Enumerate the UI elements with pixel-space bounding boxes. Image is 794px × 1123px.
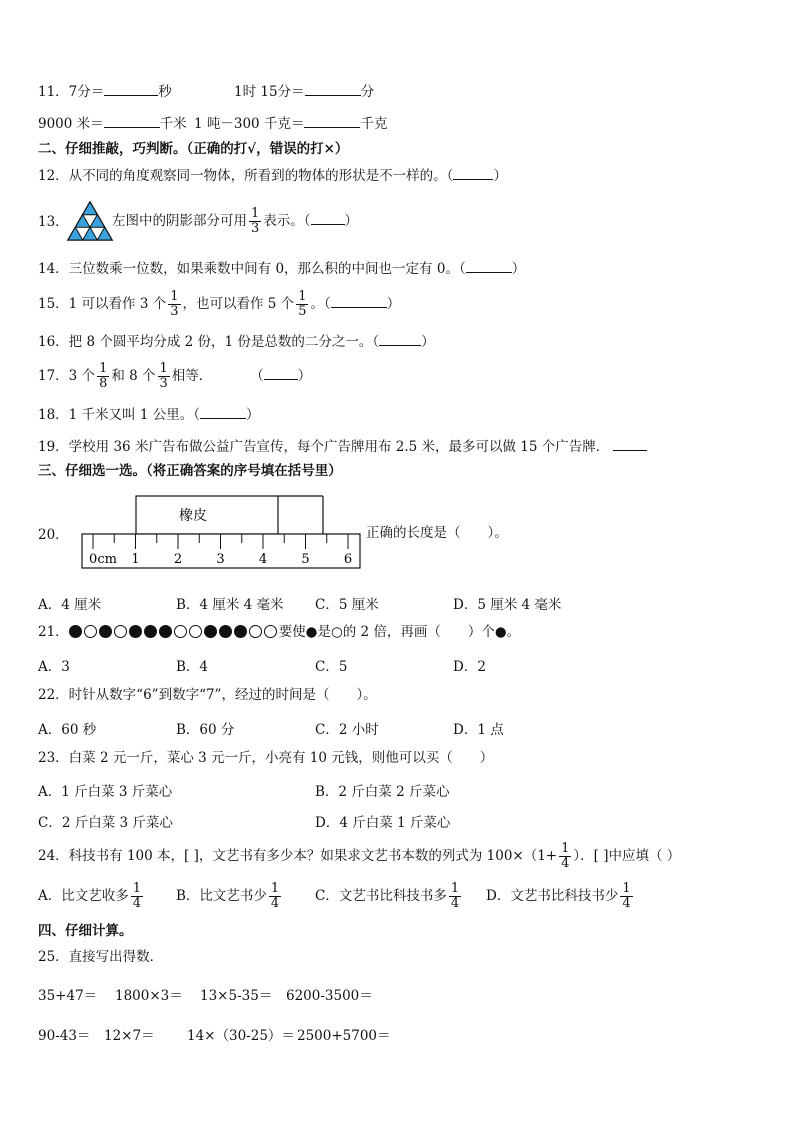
numerator: 1 <box>159 361 168 376</box>
white-dot <box>84 625 97 638</box>
q15-text-b: ，也可以看作 5 个 <box>182 296 295 312</box>
answer-blank[interactable] <box>613 437 647 451</box>
numerator: 1 <box>450 881 460 896</box>
calc-item: 14×（30-25）＝ <box>187 1028 295 1044</box>
fraction <box>296 290 308 319</box>
denominator: 4 <box>561 856 570 871</box>
q15-text-a: 15．1 可以看作 3 个 <box>38 296 167 312</box>
numerator: 1 <box>170 289 179 304</box>
q16 <box>38 332 435 351</box>
black-dot <box>159 625 172 638</box>
white-dot <box>264 625 277 638</box>
fraction <box>158 362 170 391</box>
q17-text-a: 17．3 个 <box>38 368 96 384</box>
eraser-label: 橡皮 <box>179 508 207 524</box>
section-4-heading: 四、仔细计算。 <box>38 923 133 939</box>
white-dot <box>114 625 127 638</box>
open-paren: （ <box>250 368 264 384</box>
close-paren: ） <box>493 168 507 184</box>
answer-blank[interactable] <box>200 405 246 419</box>
option-text: D．文艺书比科技书少 <box>486 888 619 904</box>
answer-blank[interactable] <box>311 211 345 225</box>
numerator: 1 <box>298 289 307 304</box>
option-text: B．比文艺书少 <box>176 888 267 904</box>
q19 <box>38 437 647 456</box>
q20-option-d[interactable]: D．5 厘米 4 毫米 <box>453 597 562 613</box>
q12-text: 12．从不同的角度观察同一物体，所看到的物体的形状是不一样的。（ <box>38 168 454 184</box>
calc-item: 2500+5700＝ <box>297 1028 391 1044</box>
q11-b-text: 1时 15分＝ <box>234 84 305 100</box>
ruler-tick-label: 2 <box>173 552 183 567</box>
q11-a-text: 11．7分＝ <box>38 84 105 100</box>
q23: 23．白菜 2 元一斤，菜心 3 元一斤，小亮有 10 元钱，则他可以买（ ） <box>38 750 494 766</box>
fraction <box>620 882 632 911</box>
calc-item: 35+47＝ <box>38 988 98 1004</box>
q20-option-a[interactable]: A．4 厘米 <box>38 597 102 613</box>
option-text: C．文艺书比科技书多 <box>315 888 447 904</box>
q24-option-b[interactable] <box>176 880 283 912</box>
answer-blank[interactable] <box>466 259 512 273</box>
denominator: 3 <box>170 304 179 319</box>
fraction <box>269 882 281 911</box>
fraction <box>131 882 143 911</box>
q11-c-unit: 千米 <box>159 116 187 132</box>
q21-option-a[interactable]: A．3 <box>38 659 70 675</box>
fraction <box>249 207 261 236</box>
q11-line2 <box>38 114 187 133</box>
fraction <box>97 362 109 391</box>
q22-option-d[interactable]: D．1 点 <box>453 722 504 738</box>
q17-text-b: 和 8 个 <box>111 368 156 384</box>
answer-blank[interactable] <box>104 82 158 96</box>
answer-blank[interactable] <box>379 332 421 346</box>
numerator: 1 <box>132 881 142 896</box>
close-paren: ） <box>386 296 401 312</box>
q19-text: 19．学校用 36 米广告布做公益广告宣传，每个广告牌用布 2.5 米，最多可以做 15 个广告牌． <box>38 439 610 455</box>
q22: 22．时针从数字“6”到数字“7”，经过的时间是（ ）。 <box>38 687 377 703</box>
numerator: 1 <box>270 881 280 896</box>
denominator: 8 <box>99 376 108 391</box>
fraction <box>168 290 180 319</box>
q17-text-c: 相等． <box>171 368 213 384</box>
q11-line2b <box>194 114 387 133</box>
ruler-tick-label: 3 <box>216 552 225 567</box>
numerator: 1 <box>622 881 631 896</box>
q11-line1 <box>38 82 172 101</box>
answer-blank[interactable] <box>305 82 361 96</box>
q24-option-a[interactable] <box>38 880 145 912</box>
denominator: 3 <box>159 376 168 391</box>
q21 <box>38 623 520 641</box>
close-paren: ） <box>297 368 312 384</box>
ruler-tick-label: 5 <box>301 552 310 567</box>
q23-option-b[interactable]: B．2 斤白菜 2 斤菜心 <box>315 784 450 800</box>
q20-option-c[interactable]: C．5 厘米 <box>315 597 379 613</box>
q23-option-a[interactable]: A．1 斤白菜 3 斤菜心 <box>38 784 173 800</box>
q23-option-d[interactable]: D．4 斤白菜 1 斤菜心 <box>315 815 451 831</box>
close-paren: ） <box>245 407 260 423</box>
answer-blank[interactable] <box>264 366 298 380</box>
q24-text-a: 24．科技书有 100 本，[ ]，文艺书有多少本？如果求文艺书本数的列式为 100×（1+ <box>38 848 558 864</box>
denominator: 4 <box>450 896 460 911</box>
calc-item: 6200-3500＝ <box>286 988 373 1004</box>
calc-item: 1800×3＝ <box>115 988 183 1004</box>
ruler-figure <box>80 494 364 570</box>
triangle-figure <box>66 200 114 242</box>
ruler-tick-label: 1 <box>131 552 140 567</box>
q11-a-unit: 秒 <box>158 84 172 100</box>
option-text: A．比文艺收多 <box>38 888 129 904</box>
q15 <box>38 288 400 320</box>
black-dot <box>204 625 217 638</box>
fraction <box>559 842 571 871</box>
q21-option-c[interactable]: C．5 <box>315 659 348 675</box>
close-paren: ） <box>511 261 526 277</box>
eraser-rect <box>136 496 278 534</box>
q13-number: 13． <box>38 214 69 230</box>
white-dot <box>189 625 202 638</box>
calc-item: 90-43＝ <box>38 1028 91 1044</box>
fraction <box>449 882 461 911</box>
section-2-heading: 二、仔细推敲，巧判断。（正确的打√，错误的打×） <box>38 141 349 157</box>
ruler-tick-label: 4 <box>258 552 268 567</box>
numerator: 1 <box>561 841 570 856</box>
numerator: 1 <box>251 206 260 221</box>
q22-option-a[interactable]: A．60 秒 <box>38 722 97 738</box>
answer-blank[interactable] <box>453 166 493 180</box>
black-dot <box>219 625 232 638</box>
q23-option-c[interactable]: C．2 斤白菜 3 斤菜心 <box>38 815 173 831</box>
black-dot <box>144 625 157 638</box>
q25-title: 25．直接写出得数． <box>38 949 164 965</box>
q18 <box>38 405 259 424</box>
q11-d-unit: 千克 <box>360 116 388 132</box>
q24-text-b: ）．[ ]中应填（ ） <box>573 848 681 864</box>
q24 <box>38 840 680 872</box>
denominator: 4 <box>132 896 142 911</box>
dot-row <box>69 624 279 640</box>
black-dot <box>234 625 247 638</box>
white-dot <box>174 625 187 638</box>
answer-blank[interactable] <box>331 294 387 308</box>
black-dot <box>129 625 142 638</box>
denominator: 3 <box>251 221 260 236</box>
denominator: 5 <box>298 304 307 319</box>
answer-blank[interactable] <box>304 114 360 128</box>
white-dot <box>249 625 262 638</box>
q11-line1b <box>234 82 374 101</box>
section-3-heading: 三、仔细选一选。（将正确答案的序号填在括号里） <box>38 463 342 479</box>
q21-option-d[interactable]: D．2 <box>453 659 486 675</box>
q14-text: 14．三位数乘一位数，如果乘数中间有 0，那么积的中间也一定有 0。（ <box>38 261 466 277</box>
q24-option-c[interactable] <box>315 880 463 912</box>
q11-c-text: 9000 米＝ <box>38 116 104 132</box>
q13-text-b: 表示。（ <box>263 213 311 229</box>
q18-text: 18．1 千米又叫 1 公里。（ <box>38 407 200 423</box>
close-paren: ） <box>344 213 359 229</box>
denominator: 4 <box>270 896 280 911</box>
q21-text: 要使●是○的 2 倍，再画（ ）个●。 <box>278 624 521 640</box>
q21-number: 21． <box>38 624 69 640</box>
close-paren: ） <box>421 334 435 350</box>
q20-number: 20． <box>38 527 69 543</box>
q15-text-c: 。（ <box>310 296 331 312</box>
numerator: 1 <box>99 361 108 376</box>
black-dot <box>99 625 112 638</box>
answer-blank[interactable] <box>104 114 160 128</box>
q11-d-text: 1 吨－300 千克＝ <box>194 116 305 132</box>
q16-text: 16．把 8 个圆平均分成 2 份，1 份是总数的二分之一。（ <box>38 334 380 350</box>
denominator: 4 <box>622 896 631 911</box>
q11-b-unit: 分 <box>360 84 375 100</box>
calc-item: 13×5-35＝ <box>200 988 273 1004</box>
ruler-tick-label: 6 <box>343 552 353 567</box>
q14 <box>38 259 525 278</box>
q17 <box>38 360 311 392</box>
q22-option-b[interactable]: B．60 分 <box>176 722 235 738</box>
q13-text <box>112 206 358 236</box>
calc-item: 12×7＝ <box>104 1028 155 1044</box>
q21-option-b[interactable]: B．4 <box>176 659 209 675</box>
q22-option-c[interactable]: C．2 小时 <box>315 722 379 738</box>
q20-tail: 正确的长度是（ ）。 <box>366 525 508 541</box>
q20-option-b[interactable]: B．4 厘米 4 毫米 <box>176 597 284 613</box>
q24-option-d[interactable] <box>486 880 635 912</box>
q12 <box>38 166 507 185</box>
q13-text-a: 左图中的阴影部分可用 <box>112 213 247 229</box>
black-dot <box>69 625 82 638</box>
ruler-tick-label: 0cm <box>89 552 117 567</box>
